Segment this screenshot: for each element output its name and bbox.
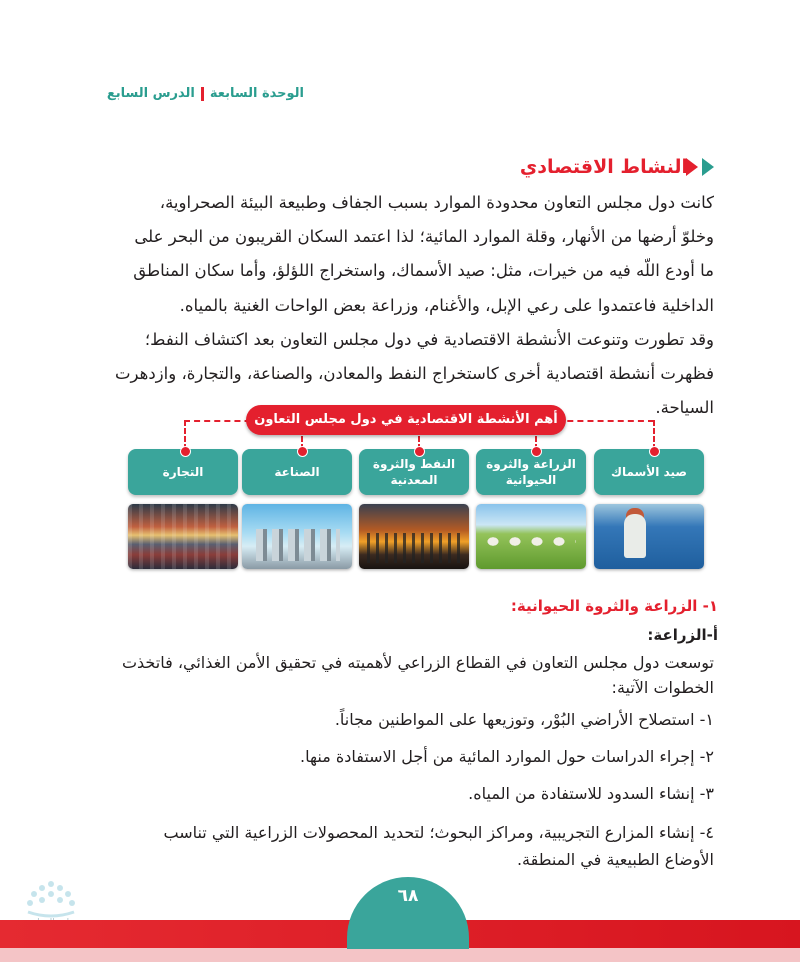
lesson-label: الدرس السابع: [106, 86, 195, 101]
unit-lesson-header: [106, 86, 304, 101]
activity-box-fishing: صيد الأسماك: [594, 449, 704, 495]
agriculture-intro: [84, 650, 714, 700]
intro-line: ما أودع اللّه فيه من خيرات، مثل: صيد الأسماك، واستخراج اللؤلؤ، وأما سكان المناطق: [133, 261, 714, 281]
intro-line: وخلوّ أرضها من الأنهار، وقلة الموارد المائية؛ لذا اعتمد السكان القريبون من البحر على: [134, 227, 714, 247]
industrial-plant-photo: [242, 504, 352, 569]
activity-box-trade: التجارة: [128, 449, 238, 495]
activity-box-agriculture: الزراعة والثروة الحيوانية: [476, 449, 586, 495]
step-text: الأوضاع الطبيعية في المنطقة.: [516, 850, 714, 869]
footer-band-light: [0, 948, 800, 962]
fishing-photo: [594, 504, 704, 569]
section-title: [520, 156, 714, 178]
connector-dot: [180, 446, 191, 457]
diagram-title: أهم الأنشطة الاقتصادية في دول مجلس التعاون: [246, 405, 566, 435]
step-text: ٢- إجراء الدراسات حول الموارد المائية من أجل الاستفادة منها.: [300, 747, 714, 766]
economic-activities-diagram: [120, 402, 710, 577]
connector-dot: [297, 446, 308, 457]
step-text: ٤- إنشاء المزارع التجريبية، ومراكز البحوث؛ لتحديد المحصولات الزراعية التي تناسب: [163, 823, 714, 842]
agriculture-heading: ١- الزراعة والثروة الحيوانية:: [510, 597, 718, 615]
step-item: [84, 819, 714, 873]
activity-box-oil: النفط والثروة المعدنية: [359, 449, 469, 495]
intro-line: فظهرت أنشطة اقتصادية أخرى كاستخراج النفط والمعادن، والصناعة، والتجارة، وازدهرت: [115, 364, 714, 384]
chevron-icon: [702, 158, 714, 176]
connector-dot: [649, 446, 660, 457]
intro-line: كانت دول مجلس التعاون محدودة الموارد بسبب الجفاف وطبيعة البيئة الصحراوية،: [159, 193, 714, 212]
header-separator: [201, 87, 204, 101]
step-item: [84, 706, 714, 733]
step-text: ٣- إنشاء السدود للاستفادة من المياه.: [468, 784, 714, 803]
intro-line: السياحة.: [655, 398, 714, 418]
activity-box-industry: الصناعة: [242, 449, 352, 495]
connector-dot: [531, 446, 542, 457]
agriculture-intro-line: توسعت دول مجلس التعاون في القطاع الزراعي لأهميته في تحقيق الأمن الغذائي، فاتخذت: [121, 653, 714, 672]
step-text: ١- استصلاح الأراضي البُوْر، وتوزيعها على المواطنين مجاناً.: [334, 710, 714, 729]
section-title-text: النشاط الاقتصادي: [519, 156, 688, 178]
connector-dot: [414, 446, 425, 457]
intro-paragraph: [84, 186, 714, 425]
unit-label: الوحدة السابعة: [209, 86, 304, 101]
container-port-photo: [128, 504, 238, 569]
cattle-farm-photo: [476, 504, 586, 569]
farming-subheading: أ-الزراعة:: [647, 626, 718, 644]
intro-line: وقد تطورت وتنوعت الأنشطة الاقتصادية في دول مجلس التعاون بعد اكتشاف النفط؛: [144, 329, 714, 349]
step-item: [84, 743, 714, 770]
oil-refinery-photo: [359, 504, 469, 569]
intro-line: الداخلية فاعتمدوا على رعي الإبل، والأغنام، وزراعة بعض الواحات الغنية بالمياه.: [179, 295, 714, 315]
agriculture-intro-line: الخطوات الآتية:: [611, 678, 714, 697]
page-number: ٦٨: [397, 886, 419, 906]
step-item: [84, 780, 714, 807]
